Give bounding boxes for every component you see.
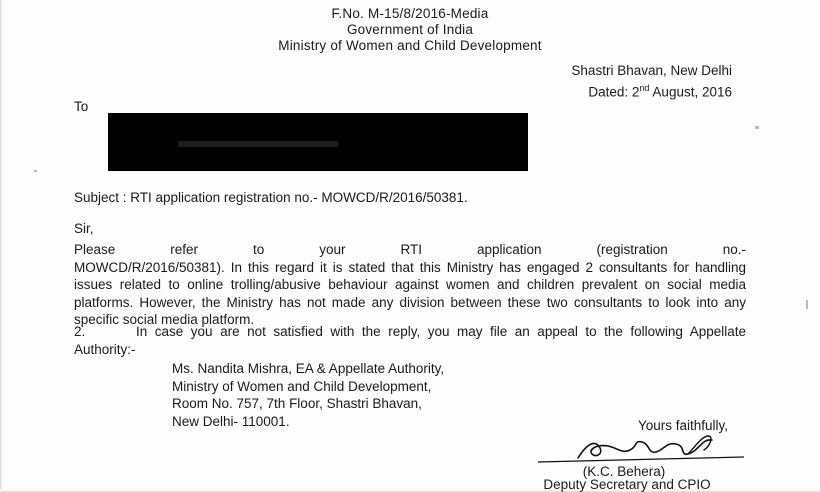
date-suffix: August, 2016 (649, 84, 732, 100)
redacted-recipient-block (108, 113, 528, 171)
paragraph-1 (74, 241, 746, 329)
appellate-authority-block (172, 360, 444, 430)
signer-name: (K.C. Behera) (582, 464, 666, 479)
scan-speck (755, 126, 759, 129)
ministry-name: Ministry of Women and Child Development (278, 38, 542, 53)
signature-icon (530, 432, 760, 466)
signer-title: Deputy Secretary and CPIO (543, 477, 711, 492)
redaction-ghost-text (178, 141, 338, 147)
paragraph-2 (74, 323, 746, 358)
appellate-authority-line: Ministry of Women and Child Development, (172, 378, 432, 394)
place-line: Shastri Bhavan, New Delhi (571, 63, 732, 78)
date-prefix: Dated: 2 (588, 84, 640, 100)
place-date-block (571, 62, 732, 101)
paragraph-2-body: In case you are not satisfied with the reply, you may file an appeal to the following Appellate Authority:- (74, 324, 746, 357)
appellate-authority-line: New Delhi- 110001. (172, 413, 290, 429)
scan-speck (34, 170, 37, 172)
file-number: F.No. M-15/8/2016-Media (331, 6, 489, 21)
government-name: Government of India (346, 22, 474, 37)
paragraph-1-body: MOWCD/R/2016/50381). In this regard it is stated that this Ministry has engaged 2 consultants for handling issues related to online trolling/abusive behaviour against women and children prevalent on social media platforms. However, the Ministry has not made any division between these two consultants to look into any specific social media platform. (74, 259, 746, 327)
date-ordinal: nd (639, 83, 650, 93)
date-line (571, 80, 732, 101)
paragraph-2-number: 2. (74, 324, 86, 339)
scan-speck (806, 300, 808, 309)
appellate-authority-line: Ms. Nandita Mishra, EA & Appellate Authority, (172, 361, 445, 376)
closing-line: Yours faithfully, (637, 418, 728, 433)
to-label: To (74, 99, 89, 114)
appellate-authority-line: Room No. 757, 7th Floor, Shastri Bhavan, (172, 396, 422, 411)
scan-edge-left (0, 0, 3, 492)
paragraph-1-first-line: Please refer to your RTI application (registration no.- (74, 242, 746, 257)
subject-line: Subject : RTI application registration no.- MOWCD/R/2016/50381. (74, 190, 468, 205)
salutation: Sir, (74, 221, 94, 236)
